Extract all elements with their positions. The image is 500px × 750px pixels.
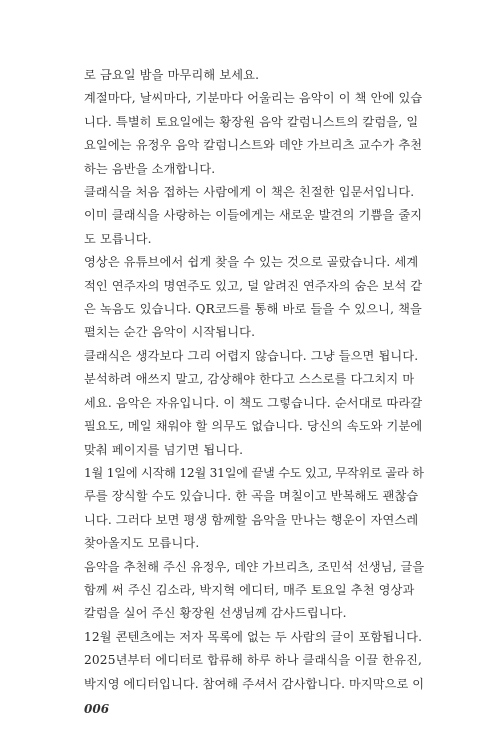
paragraph: [84, 87, 424, 181]
text-line: 영상은 유튜브에서 쉽게 찾을 수 있는 것으로 골랐습니다. 세계: [84, 255, 419, 270]
text-line: 필요도, 메일 채워야 할 의무도 없습니다. 당신의 속도와 기분에: [84, 419, 423, 434]
text-line: 세요. 음악은 자유입니다. 이 책도 그렇습니다. 순서대로 따라갈: [84, 395, 423, 410]
paragraph: [84, 626, 424, 696]
paragraph: [84, 251, 424, 345]
text-line: 적인 연주자의 명연주도 있고, 덜 알려진 연주자의 숨은 보석 같: [84, 278, 423, 293]
text-line: 12월 콘텐츠에는 저자 목록에 없는 두 사람의 글이 포함됩니다.: [84, 629, 423, 644]
text-line: 이미 클래식을 사랑하는 이들에게는 새로운 발견의 기쁨을 줄지: [84, 208, 423, 223]
body-text: [84, 64, 424, 696]
text-line: 맞춰 페이지를 넘기면 됩니다.: [84, 442, 244, 457]
text-line: 루를 장식할 수도 있습니다. 한 곡을 며칠이고 반복해도 괜찮습: [84, 489, 419, 504]
text-line: 로 금요일 밤을 마무리해 보세요.: [84, 68, 260, 82]
text-line: 클래식은 생각보다 그리 어렵지 않습니다. 그냥 들으면 됩니다.: [84, 348, 419, 363]
text-line: 2025년부터 에디터로 합류해 하루 하나 클래식을 이끌 한유진,: [84, 653, 423, 668]
text-line: 계절마다, 날씨마다, 기분마다 어울리는 음악이 이 책 안에 있습: [84, 91, 423, 106]
text-line: 박지영 에디터입니다. 참여해 주셔서 감사합니다. 마지막으로 이: [84, 676, 425, 691]
text-line: 니다. 특별히 토요일에는 황장원 음악 칼럼니스트의 칼럼을, 일: [84, 114, 419, 129]
text-line: 하는 음반을 소개합니다.: [84, 161, 216, 176]
text-line: 칼럼을 실어 주신 황장원 선생님께 감사드립니다.: [84, 606, 347, 621]
text-line: 분석하려 애쓰지 말고, 감상해야 한다고 스스로를 다그치지 마: [84, 372, 415, 387]
text-line: 요일에는 유정우 음악 칼럼니스트와 데얀 가브리츠 교수가 추천: [84, 138, 423, 153]
paragraph: [84, 64, 424, 87]
page-number: 006: [84, 702, 110, 716]
text-line: 도 모릅니다.: [84, 231, 152, 246]
text-line: 음악을 추천해 주신 유정우, 데얀 가브리츠, 조민석 선생님, 글을: [84, 559, 425, 574]
paragraph: [84, 462, 424, 556]
paragraph: [84, 181, 424, 251]
text-line: 함께 써 주신 김소라, 박지혁 에디터, 매주 토요일 추천 영상과: [84, 582, 415, 597]
text-line: 은 녹음도 있습니다. QR코드를 통해 바로 들을 수 있으니, 책을: [84, 302, 422, 317]
paragraph: [84, 556, 424, 626]
paragraph: [84, 345, 424, 462]
text-line: 펼치는 순간 음악이 시작됩니다.: [84, 325, 256, 340]
text-line: 찾아올지도 모릅니다.: [84, 536, 200, 551]
text-line: 1월 1일에 시작해 12월 31일에 끝낼 수도 있고, 무작위로 골라 하: [84, 465, 424, 480]
text-line: 클래식을 처음 접하는 사람에게 이 책은 친절한 입문서입니다.: [84, 185, 415, 200]
text-line: 니다. 그러다 보면 평생 함께할 음악을 만나는 행운이 자연스레: [84, 512, 419, 527]
